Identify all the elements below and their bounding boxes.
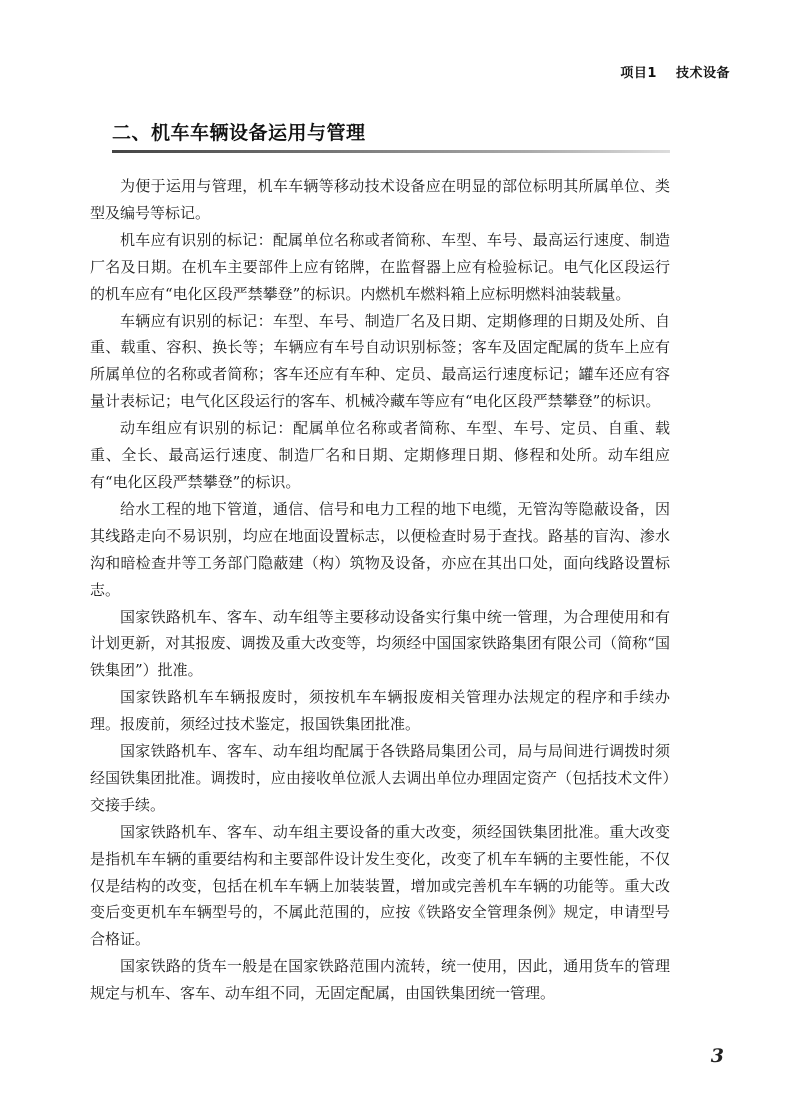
- paragraph: 国家铁路机车、客车、动车组均配属于各铁路局集团公司，局与局间进行调拨时须经国铁集团批准。调拨时，应由接收单位派人去调出单位办理固定资产（包括技术文件）交接手续。: [90, 742, 670, 814]
- section-title: 二、机车车辆设备运用与管理: [112, 122, 366, 144]
- paragraph: 动车组应有识别的标记：配属单位名称或者简称、车型、车号、定员、自重、载重、全长、最高运行速度、制造厂名和日期、定期修理日期、修程和处所。动车组应有“电化区段严禁攀登”的标识。: [90, 419, 670, 491]
- paragraph: 国家铁路的货车一般是在国家铁路范围内流转，统一使用，因此，通用货车的管理规定与机车、客车、动车组不同，无固定配属，由国铁集团统一管理。: [90, 957, 670, 1003]
- paragraph: 给水工程的地下管道，通信、信号和电力工程的地下电缆，无管沟等隐蔽设备，因其线路走向不易识别，均应在地面设置标志，以便检查时易于查找。路基的盲沟、渗水沟和暗检查井等工务部门隐蔽建（构）筑物及设备，亦应在其出口处，面向线路设置标志。: [90, 499, 670, 599]
- paragraph: 为便于运用与管理，机车车辆等移动技术设备应在明显的部位标明其所属单位、类型及编号等标记。: [90, 177, 670, 222]
- paragraph: 国家铁路机车、客车、动车组等主要移动设备实行集中统一管理，为合理使用和有计划更新，对其报废、调拨及重大改变等，均须经中国国家铁路集团有限公司（简称“国铁集团”）批准。: [90, 607, 670, 680]
- body-text: [90, 173, 670, 1007]
- header-chapter-title: 技术设备: [675, 66, 730, 81]
- paragraph: 国家铁路机车车辆报废时，须按机车车辆报废相关管理办法规定的程序和手续办理。报废前，须经过技术鉴定，报国铁集团批准。: [90, 688, 670, 734]
- section-title-rule: [112, 150, 670, 153]
- page-number: 3: [710, 1045, 724, 1067]
- paragraph: 国家铁路机车、客车、动车组主要设备的重大改变，须经国铁集团批准。重大改变是指机车车辆的重要结构和主要部件设计发生变化，改变了机车车辆的主要性能，不仅仅是结构的改变，包括在机车车辆上加装装置，增加或完善机车车辆的功能等。重大改变后变更机车车辆型号的，不属此范围的，应按《铁路安全管理条例》规定，申请型号合格证。: [90, 822, 670, 949]
- paragraph: 机车应有识别的标记：配属单位名称或者简称、车型、车号、最高运行速度、制造厂名及日期。在机车主要部件上应有铭牌，在监督器上应有检验标记。电气化区段运行的机车应有“电化区段严禁攀登”的标识。内燃机车燃料箱上应标明燃料油装载量。: [90, 230, 670, 303]
- running-header: [620, 62, 730, 81]
- header-project-label: 项目1: [620, 66, 657, 81]
- paragraph: 车辆应有识别的标记：车型、车号、制造厂名及日期、定期修理的日期及处所、自重、载重、容积、换长等；车辆应有车号自动识别标签；客车及固定配属的货车上应有所属单位的名称或者简称；客车还应有车种、定员、最高运行速度标记；罐车还应有容量计表标记；电气化区段运行的客车、机械冷藏车等应有“电化区段严禁攀登”的标识。: [90, 311, 670, 411]
